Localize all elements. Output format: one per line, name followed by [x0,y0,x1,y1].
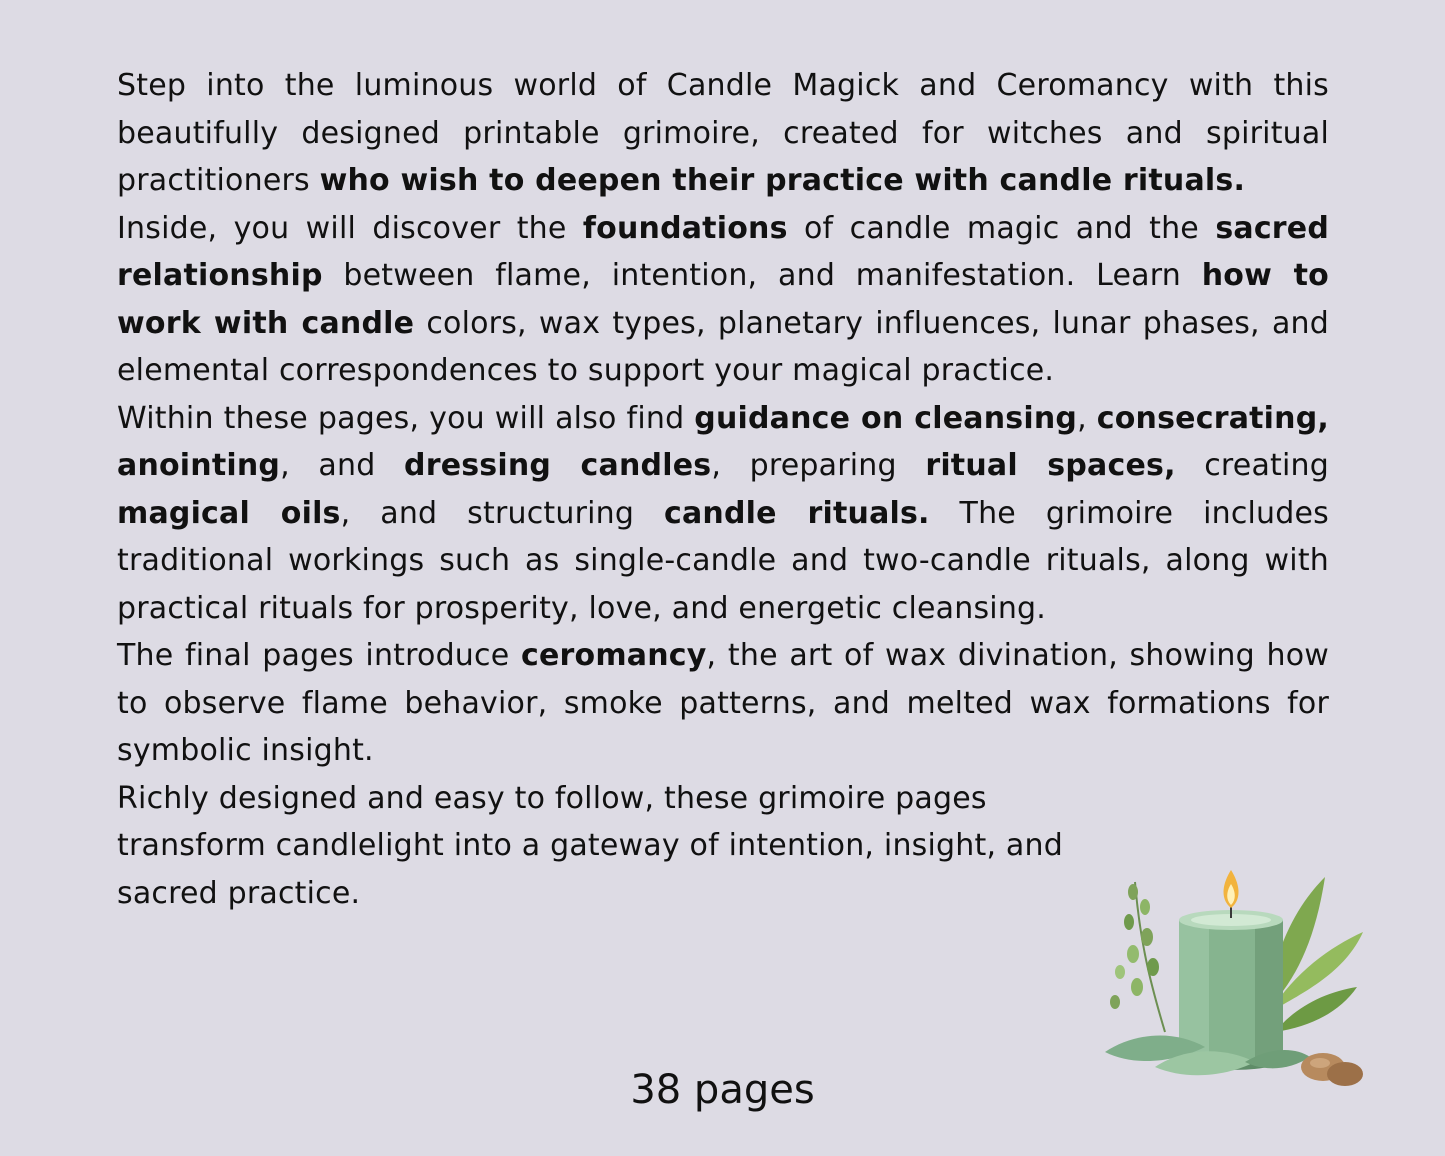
text-segment: Inside, you will discover the [117,210,583,246]
candle-illustration [1095,862,1365,1092]
bold-phrase: how to work with candle [117,258,1329,341]
text-segment: , and [280,448,405,483]
text-segment: , [1077,400,1097,436]
text-segment: Within these pages, you will also find [117,400,695,436]
bold-phrase: ceromancy [521,638,707,673]
bold-phrase: ritual spaces, [925,448,1176,483]
text-segment: The grimoire includes traditional workings such as single-candle and two-candle rituals, along with practical rituals for prosperity, love, and energetic cleansing. [117,495,1330,626]
paragraph-guidance [117,395,1329,633]
bold-phrase: guidance on cleansing [694,400,1078,436]
seed-stones [1301,1053,1363,1086]
bold-phrase: who wish to deepen their practice with candle rituals. [319,163,1246,198]
bold-phrase: sacred relationship [117,210,1330,293]
paragraph-closing [117,775,1092,918]
bold-phrase: dressing candles [404,448,712,483]
paragraph-intro [117,62,1329,205]
paragraph-ceromancy [117,632,1329,775]
text-segment: , the art of wax divination, showing how to observe flame behavior, smoke patterns, and melted wax formations for symbolic insight. [117,638,1329,768]
bold-phrase: magical oils [117,495,341,531]
text-segment: of candle magic and the [787,210,1216,246]
bold-phrase: candle rituals. [664,495,930,531]
bold-phrase: foundations [582,210,788,246]
herb-sprig-left [1110,882,1165,1032]
page-count-label: 38 pages [630,1067,815,1113]
text-segment: between flame, intention, and manifestation. Learn [322,258,1202,293]
description-body [117,62,1329,917]
text-segment: Richly designed and easy to follow, these grimoire pages transform candlelight into a gateway of intention, insight, and sacred practice. [117,780,1063,911]
text-segment: creating [1175,448,1330,483]
bold-phrase: consecrating, anointing [117,400,1329,483]
text-segment: colors, wax types, planetary influences, lunar phases, and elemental correspondences to support your magical practice. [117,305,1329,388]
text-segment: , and structuring [340,495,664,531]
text-segment: Step into the luminous world of Candle Magick and Ceromancy with this beautifully designed printable grimoire, created for witches and spiritual practitioners [117,68,1329,198]
paragraph-foundations [117,205,1329,395]
text-segment: , preparing [711,448,926,483]
text-segment: The final pages introduce [117,638,521,673]
